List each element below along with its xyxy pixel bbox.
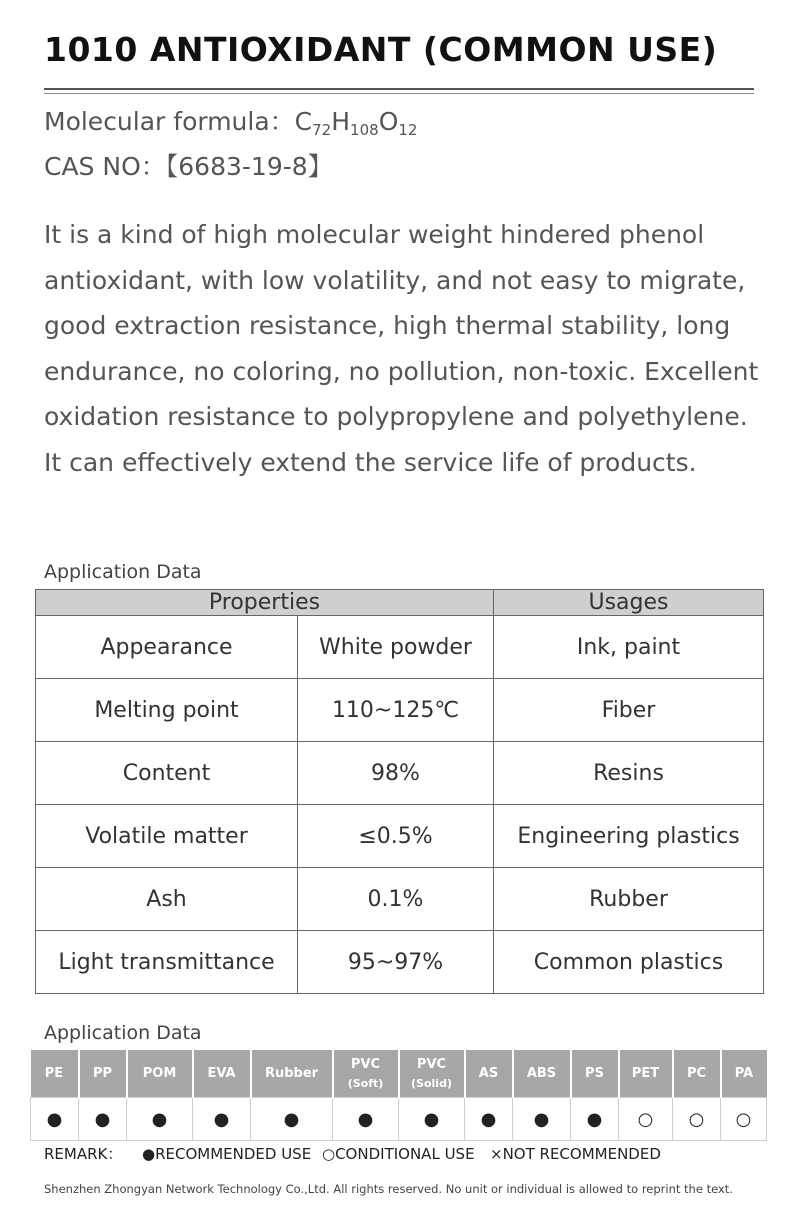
table-row: [36, 742, 764, 805]
usage-mark: ○: [619, 1098, 673, 1141]
material-header: [465, 1050, 513, 1098]
table-row: [36, 805, 764, 868]
properties-table: [35, 589, 764, 994]
material-name: Rubber: [264, 1066, 319, 1081]
material-header: [673, 1050, 721, 1098]
usage-cell: Rubber: [494, 868, 764, 931]
usage-cell: Fiber: [494, 679, 764, 742]
formula-element: C: [294, 107, 313, 136]
remark-conditional: ○CONDITIONAL USE: [322, 1145, 475, 1163]
table2-label: Application Data: [44, 1022, 202, 1044]
property-cell: Appearance: [36, 616, 298, 679]
material-name: PA: [734, 1066, 754, 1081]
value-cell: White powder: [298, 616, 494, 679]
formula-subscript: 72: [312, 121, 332, 139]
property-cell: Ash: [36, 868, 298, 931]
usage-cell: Resins: [494, 742, 764, 805]
usages-header: Usages: [494, 590, 764, 616]
usage-mark: ●: [193, 1098, 251, 1141]
application-header-row: [31, 1050, 767, 1098]
material-name: PET: [631, 1066, 660, 1081]
formula-element: O: [378, 107, 399, 136]
material-header: [513, 1050, 571, 1098]
material-name: ABS: [526, 1066, 557, 1081]
remark-not-recommended: ×NOT RECOMMENDED: [490, 1145, 661, 1163]
material-header: [571, 1050, 619, 1098]
material-header: [399, 1050, 465, 1098]
material-name: EVA: [207, 1066, 236, 1081]
formula-subscript: 12: [398, 121, 418, 139]
material-name: PC: [686, 1066, 707, 1081]
material-header: [619, 1050, 673, 1098]
value-cell: ≤0.5%: [298, 805, 494, 868]
material-name: PE: [44, 1066, 64, 1081]
material-name: PP: [92, 1066, 113, 1081]
properties-header: Properties: [36, 590, 494, 616]
value-cell: 0.1%: [298, 868, 494, 931]
table-row: [36, 679, 764, 742]
usage-mark: ●: [79, 1098, 127, 1141]
usage-mark: ●: [251, 1098, 333, 1141]
usage-cell: Common plastics: [494, 931, 764, 994]
material-header: [333, 1050, 399, 1098]
usage-mark: ○: [721, 1098, 767, 1141]
page-title: 1010 ANTIOXIDANT (COMMON USE): [44, 30, 718, 69]
formula-element: H: [331, 107, 351, 136]
value-cell: 110~125℃: [298, 679, 494, 742]
usage-mark: ●: [333, 1098, 399, 1141]
title-rule-thin: [44, 93, 754, 94]
material-header: [127, 1050, 193, 1098]
remark-recommended: ●RECOMMENDED USE: [142, 1145, 312, 1163]
table1-label: Application Data: [44, 561, 202, 583]
usage-mark: ●: [513, 1098, 571, 1141]
usage-mark: ●: [127, 1098, 193, 1141]
cas-value: 【6683-19-8】: [165, 152, 333, 181]
property-cell: Light transmittance: [36, 931, 298, 994]
cas-label: CAS NO：: [44, 152, 166, 181]
usage-mark: ●: [465, 1098, 513, 1141]
title-rule: [44, 88, 754, 90]
remark: [44, 1143, 661, 1164]
material-subtype: (Solid): [411, 1076, 452, 1090]
value-cell: 95~97%: [298, 931, 494, 994]
material-name: PVC: [416, 1056, 447, 1072]
property-cell: Volatile matter: [36, 805, 298, 868]
table-row: [36, 616, 764, 679]
usage-mark: ●: [571, 1098, 619, 1141]
usage-mark: ○: [673, 1098, 721, 1141]
material-subtype: (Soft): [347, 1076, 384, 1090]
value-cell: 98%: [298, 742, 494, 805]
application-marks-row: [31, 1098, 767, 1141]
property-cell: Content: [36, 742, 298, 805]
material-header: [721, 1050, 767, 1098]
table-row: [36, 868, 764, 931]
usage-cell: Engineering plastics: [494, 805, 764, 868]
material-name: AS: [478, 1066, 499, 1081]
property-cell: Melting point: [36, 679, 298, 742]
material-header: [193, 1050, 251, 1098]
material-header: [31, 1050, 79, 1098]
usage-mark: ●: [399, 1098, 465, 1141]
usage-mark: ●: [31, 1098, 79, 1141]
table-header-row: [36, 590, 764, 616]
formula-subscript: 108: [350, 121, 379, 139]
remark-label: REMARK：: [44, 1145, 123, 1163]
usage-cell: Ink, paint: [494, 616, 764, 679]
material-name: POM: [142, 1066, 177, 1081]
table-row: [36, 931, 764, 994]
molecular-formula: [44, 102, 417, 139]
copyright-footer: Shenzhen Zhongyan Network Technology Co.,Ltd. All rights reserved. No unit or individual is allowed to reprint the text.: [44, 1182, 733, 1196]
material-header: [79, 1050, 127, 1098]
formula-label: Molecular formula：: [44, 107, 295, 136]
material-name: PVC: [350, 1056, 381, 1072]
application-table: [30, 1050, 767, 1141]
material-header: [251, 1050, 333, 1098]
cas-number: [44, 147, 333, 183]
product-description: It is a kind of high molecular weight hindered phenol antioxidant, with low volatility, and not easy to migrate, good extraction resistance, high thermal stability, long endurance, no coloring, no pollution, non-toxic. Excellent oxidation resistance to polypropylene and polyethylene. It can effectively extend the service life of products.: [44, 220, 759, 477]
material-name: PS: [585, 1066, 604, 1081]
